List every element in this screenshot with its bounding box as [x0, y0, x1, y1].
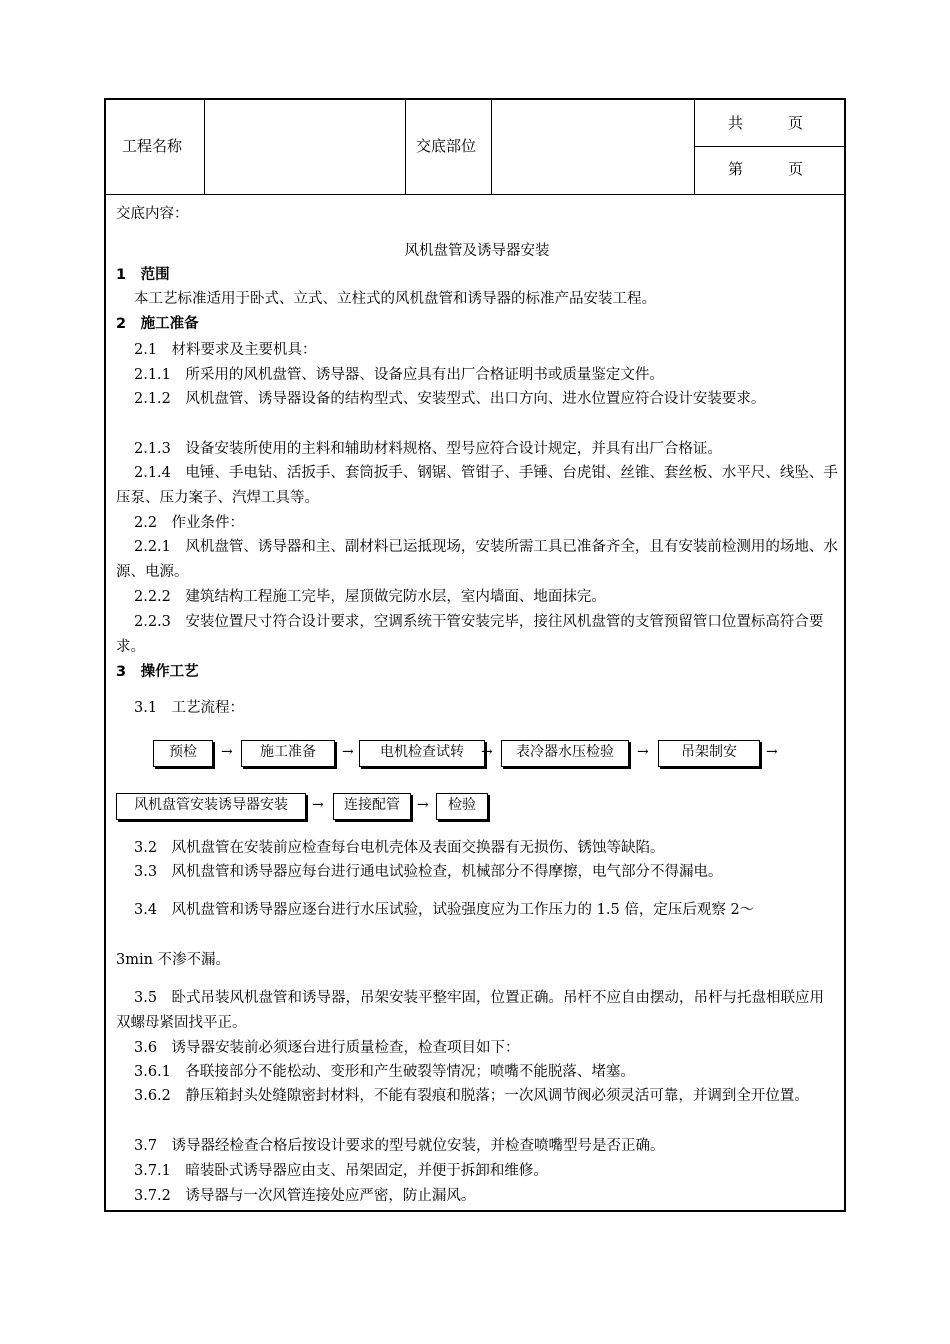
paragraph: 2.1.1 所采用的风机盘管、诱导器、设备应具有出厂合格证明书或质量鉴定文件。 — [134, 367, 664, 383]
divider — [491, 100, 492, 194]
paragraph: 3.7.1 暗装卧式诱导器应由支、吊架固定，并便于拆卸和维修。 — [134, 1163, 548, 1179]
content-label: 交底内容： — [116, 206, 189, 222]
paragraph: 2.1.3 设备安装所使用的主料和辅助材料规格、型号应符合设计规定，并具有出厂合格证。 — [134, 441, 722, 457]
divider — [694, 146, 844, 147]
paragraph: 2.1.4 电锤、手电钻、活扳手、套筒扳手、钢锯、管钳子、手锤、台虎钳、丝锥、套丝板、水平尺、线坠、手压泵、压力案子、汽焊工具等。 — [116, 465, 838, 506]
arrow-icon: → — [312, 797, 324, 813]
flow-step: 风机盘管安装诱导器安装 — [116, 793, 306, 820]
flow-step: 电机检查试转 — [359, 740, 485, 767]
flow-step: 检验 — [436, 793, 488, 820]
document-title: 风机盘管及诱导器安装 — [404, 243, 550, 259]
paragraph: 3.6.1 各联接部分不能松动、变形和产生破裂等情况；喷嘴不能脱落、堵塞。 — [134, 1064, 635, 1080]
paragraph: 3.1 工艺流程： — [134, 700, 245, 716]
arrow-icon: → — [637, 744, 649, 760]
paragraph: 3.2 风机盘管在安装前应检查每台电机壳体及表面交换器有无损伤、锈蚀等缺陷。 — [134, 840, 665, 856]
arrow-icon: → — [766, 744, 778, 760]
paragraph: 3.6 诱导器安装前必须逐台进行质量检查，检查项目如下： — [134, 1040, 520, 1056]
paragraph: 3.5 卧式吊装风机盘管和诱导器，吊架安装平整牢固，位置正确。吊杆不应自由摆动，吊杆与托盘相联应用双螺母紧固找平正。 — [116, 990, 825, 1031]
page-number-label: 第 页 — [728, 160, 804, 178]
divider — [204, 100, 205, 194]
document-frame — [104, 98, 846, 1212]
arrow-icon: → — [417, 797, 429, 813]
paragraph: 3.7.2 诱导器与一次风管连接处应严密，防止漏风。 — [134, 1188, 476, 1204]
total-pages-label: 共 页 — [728, 114, 804, 132]
paragraph: 2.1.2 风机盘管、诱导器设备的结构型式、安装型式、出口方向、进水位置应符合设计安装要求。 — [134, 391, 766, 407]
flow-step: 表冷器水压检验 — [501, 740, 629, 767]
paragraph: 2.1 材料要求及主要机具： — [134, 342, 317, 358]
flow-step: 预检 — [153, 740, 213, 767]
paragraph: 本工艺标准适用于卧式、立式、立柱式的风机盘管和诱导器的标准产品安装工程。 — [134, 291, 656, 307]
flow-step: 吊架制安 — [658, 740, 760, 767]
paragraph: 2.2 作业条件： — [134, 515, 245, 531]
section-heading: 3 操作工艺 — [116, 664, 199, 680]
paragraph: 3.3 风机盘管和诱导器应每台进行通电试验检查，机械部分不得摩擦，电气部分不得漏电。 — [134, 864, 723, 880]
divider — [694, 100, 695, 194]
flow-step: 施工准备 — [241, 740, 335, 767]
arrow-icon: → — [481, 744, 493, 760]
section-heading: 2 施工准备 — [116, 316, 199, 332]
paragraph: 3.7 诱导器经检查合格后按设计要求的型号就位安装，并检查喷嘴型号是否正确。 — [134, 1138, 665, 1154]
header-table — [106, 100, 844, 195]
flow-step: 连接配管 — [333, 793, 411, 820]
section-heading: 1 范围 — [116, 267, 170, 283]
paragraph: 3.4 风机盘管和诱导器应逐台进行水压试验，试验强度应为工作压力的 1.5 倍，定压后观察 2～ — [134, 902, 755, 918]
location-label: 交底部位 — [416, 137, 477, 155]
paragraph: 2.2.2 建筑结构工程施工完毕，屋顶做完防水层，室内墙面、地面抹完。 — [134, 589, 606, 605]
arrow-icon: → — [342, 744, 354, 760]
paragraph: 2.2.3 安装位置尺寸符合设计要求，空调系统干管安装完毕，接往风机盘管的支管预留管口位置标高符合要求。 — [116, 614, 824, 655]
project-name-label: 工程名称 — [122, 137, 183, 155]
paragraph: 3min 不渗不漏。 — [116, 952, 231, 968]
paragraph: 3.6.2 静压箱封头处缝隙密封材料，不能有裂痕和脱落；一次风调节阀必须灵活可靠，并调到全开位置。 — [134, 1088, 809, 1104]
paragraph: 2.2.1 风机盘管、诱导器和主、副材料已运抵现场，安装所需工具已准备齐全，且有安装前检测用的场地、水源、电源。 — [116, 539, 838, 580]
arrow-icon: → — [221, 744, 233, 760]
divider — [405, 100, 406, 194]
